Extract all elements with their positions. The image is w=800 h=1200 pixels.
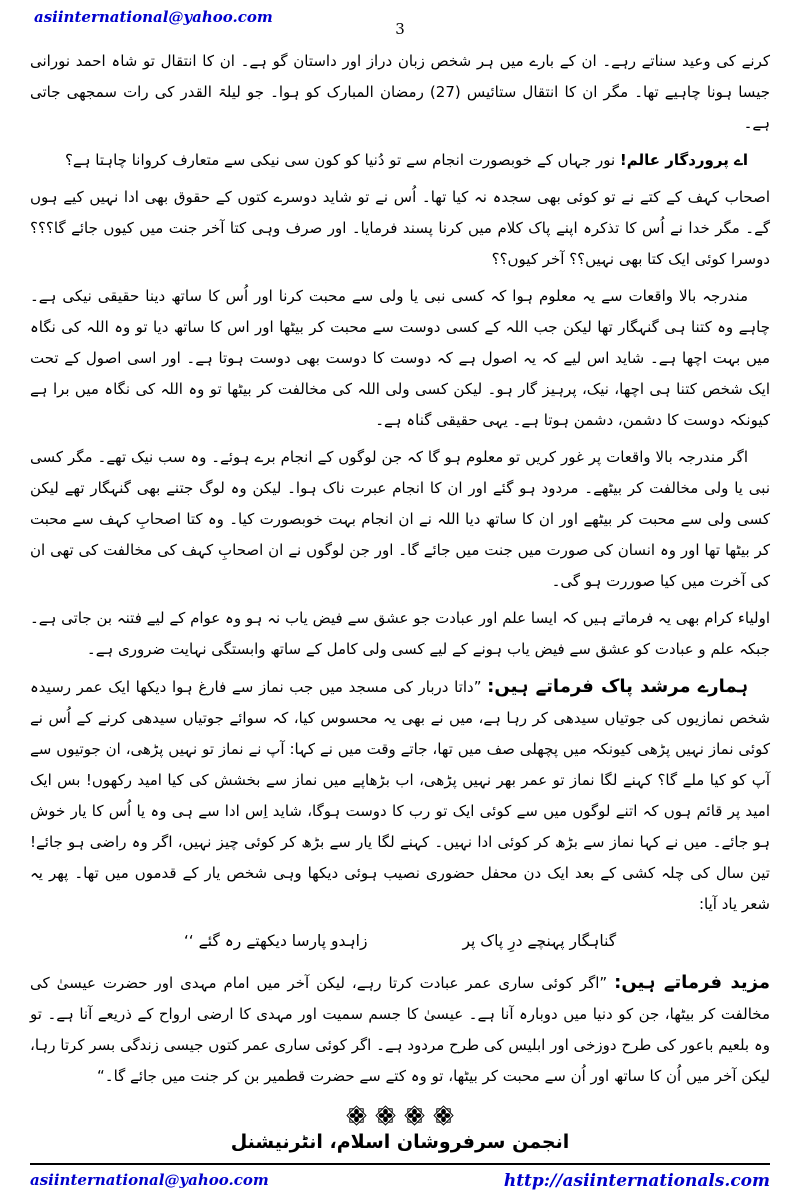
- paragraph-continuation: [30, 46, 770, 139]
- document-body: [30, 46, 770, 1098]
- ornament-row: [30, 1104, 770, 1127]
- paragraph-text: نور جہاں کے خوبصورت انجام سے تو دُنیا کو کون سی نیکی سے متعارف کروانا چاہتا ہے؟: [64, 151, 620, 169]
- paragraph-prayer: [30, 145, 770, 176]
- paragraph-mazeed-quote: [30, 967, 770, 1092]
- paragraph-lead: اے پروردگار عالم!: [619, 151, 748, 169]
- verse-hemistich-left: زاہدو پارسا دیکھتے رہ گئے ‘‘: [183, 932, 368, 950]
- verse-hemistich-right: گناہگار پہنچے درِ پاک پر: [462, 932, 617, 950]
- page-header: [30, 6, 770, 46]
- flower-star-icon: [374, 1104, 397, 1127]
- page-number: 3: [395, 20, 405, 38]
- paragraph-text: ”اگر کوئی ساری عمر عبادت کرتا رہے، لیکن آخر میں امام مہدی اور حضرت عیسیٰ کی مخالفت کر بیٹھا، جن کو دنیا میں دوبارہ آنا ہے۔ عیسیٰ کا جسم سمیت اور مہدی کا ارضی ارواح کے ذریعے آنا ہے۔ تو وہ بلعیم باعور کی طرح دوزخی اور ابلیس کی طرح مردود ہے۔ اگر کوئی ساری عمر کتوں جیسی زندگی بسر کرتا رہا، لیکن آخر میں اُن کا ساتھ اور اُن سے محبت کر بیٹھا، تو وہ کتے سے حضرت قطمیر بن کر جنت میں جائے گا۔“: [30, 974, 770, 1085]
- paragraph-text: اگر مندرجہ بالا واقعات پر غور کریں تو معلوم ہو گا کہ جن لوگوں کے انجام برے ہوئے۔ وہ سب نیک تھے۔ مگر کسی نبی یا ولی مخالفت کر بیٹھے۔ مردود ہو گئے اور ان کا انجام عبرت ناک ہوا۔ لیکن وہ لوگ جتنے بھی گنہگار تھے لیکن کسی ولی سے محبت کر بیٹھے اور ان کا ساتھ دیا اللہ نے ان انجام بہت خوبصورت کیا۔ وہ کتا اصحابِ کہف سے محبت کر بیٹھا تھا اور وہ انسان کی صورت میں جنت میں جائے گا۔ اور جن لوگوں نے ان اصحابِ کہف کی مخالفت کی تھی ان کی آخرت میں کیا صوررت ہو گی۔: [30, 448, 770, 590]
- flower-star-icon: [403, 1104, 426, 1127]
- paragraph-text: اولیاء کرام بھی یہ فرماتے ہیں کہ ایسا علم اور عبادت جو عشق سے فیض یاب نہ ہو وہ عوام کے لیے فتنہ بن جاتی ہے۔ جبکہ علم و عبادت کو عشق سے فیض یاب ہونے کے لیے کسی ولی کامل کے ساتھ وابستگی نہایت ضروری ہے۔: [30, 609, 770, 658]
- paragraph-reflection: [30, 442, 770, 597]
- paragraph-text: اصحاب کہف کے کتے نے تو کوئی بھی سجدہ نہ کیا تھا۔ اُس نے تو شاید دوسرے کتوں کے حقوق بھی ادا نہیں کیے ہوں گے۔ مگر خدا نے اُس کا تذکرہ اپنے پاک کلام میں کرنا پسند فرمایا۔ اور صرف وہی کتا آخر جنت میں کیوں جائے گا؟؟؟ دوسرا کوئی ایک کتا بھی نہیں؟؟ آخر کیوں؟؟: [30, 188, 770, 268]
- footer-url-link[interactable]: http://asiinternationals.com: [503, 1171, 770, 1191]
- paragraph-ashab-kahf: [30, 182, 770, 275]
- paragraph-aulia: [30, 603, 770, 665]
- footer-email-link[interactable]: asiinternational@yahoo.com: [30, 1171, 269, 1189]
- paragraph-murshid-quote: [30, 671, 770, 920]
- verse-couplet: [30, 926, 770, 957]
- paragraph-text: مندرجہ بالا واقعات سے یہ معلوم ہوا کہ کسی نبی یا ولی سے محبت کرنا اور اُس کا ساتھ دینا حقیقی نیکی ہے۔ چاہے وہ کتنا ہی گنہگار تھا لیکن جب اللہ کے کسی دوست سے محبت کر بیٹھا اور اس کا ساتھ دیا تو وہ اللہ کی نگاہ میں بہت اچھا ہے۔ شاید اس لیے کہ یہ اصول ہے کہ دوست کا دوست بھی دوست ہوتا ہے۔ اور اسی اصول کے تحت ایک شخص کتنا ہی اچھا، نیک، پرہیز گار ہو۔ لیکن کسی ولی اللہ کی مخالفت کر بیٹھا تو وہ اللہ کی نگاہ میں برا ہے کیونکہ دوست کا دشمن، دشمن ہوتا ہے۔ یہی حقیقی گناہ ہے۔: [30, 287, 770, 429]
- flower-star-icon: [432, 1104, 455, 1127]
- paragraph-lead: مزید فرماتے ہیں:: [614, 972, 770, 993]
- paragraph-text: کرنے کی وعید سناتے رہے۔ ان کے بارے میں ہر شخص زبان دراز اور داستان گو ہے۔ ان کا انتقال تو شاہ احمد نورانی جیسا ہونا چاہیے تھا۔ مگر ان کا انتقال ستائیس (27) رمضان المبارک کو ہوا۔ جو لیلۃ القدر کی رات سمجھی جاتی ہے۔: [30, 52, 770, 132]
- header-email-link[interactable]: asiinternational@yahoo.com: [34, 8, 273, 26]
- paragraph-lead: ہمارے مرشد پاک فرماتے ہیں:: [487, 676, 748, 697]
- organization-name: انجمن سرفروشان اسلام، انٹرنیشنل: [230, 1131, 570, 1153]
- paragraph-principle: [30, 281, 770, 436]
- paragraph-text: ”داتا دربار کی مسجد میں جب نماز سے فارغ ہوا دیکھا ایک عمر رسیدہ شخص نمازیوں کی جوتیاں سیدھی کر رہا ہے، میں نے بھی یہ محسوس کیا، کہ سوائے جوتیاں سیدھی کرنے کے اُس نے کوئی نماز نہیں پڑھی کیونکہ میں پچھلی صف میں تھا، جاتے وقت میں نے کہا: آپ نے نماز تو نہیں پڑھی، ان جوتیوں سے آپ کو کیا ملے گا؟ کہنے لگا نماز تو عمر بھر نہیں پڑھی، اب بڑھاپے میں نماز سے بخشش کی کیا امید رکھوں! بس ایک امید پر قائم ہوں کہ اتنے لوگوں میں سے کوئی ایک تو رب کا دوست ہوگا، شاید اِس ادا سے ہی وہ یا اُس کا یار خوش ہو جائے۔ میں نے کہا نماز سے بڑھ کر کوئی ادا نہیں۔ کہنے لگا یار سے بڑھ کر کوئی چیز نہیں، اگر وہ راضی ہو جائے! تین سال کی چلہ کشی کے بعد ایک دن محفل حضوری نصیب ہوئی دیکھا وہی شخص یار کے قدموں میں تھا۔ پھر یہ شعر یاد آیا:: [30, 678, 770, 913]
- page-footer: [30, 1163, 770, 1191]
- flower-star-icon: [345, 1104, 368, 1127]
